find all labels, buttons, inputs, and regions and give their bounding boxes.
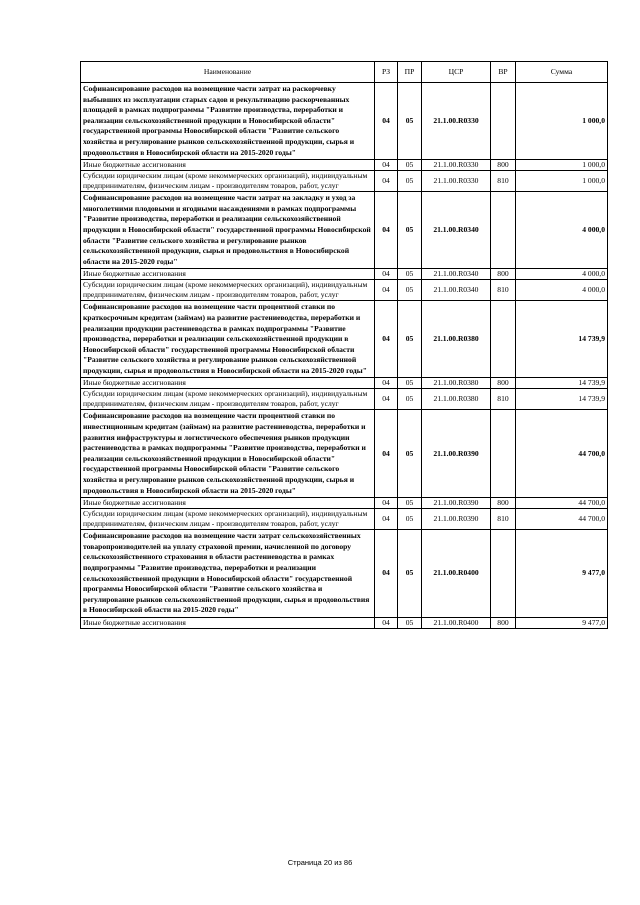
table-row-program — [81, 530, 608, 618]
cell-rz: 04 — [375, 617, 398, 628]
cell-vr — [491, 83, 516, 160]
cell-pr: 05 — [398, 410, 422, 498]
cell-rz: 04 — [375, 83, 398, 160]
cell-vr: 810 — [491, 171, 516, 192]
cell-sum: 4 000,0 — [516, 280, 608, 301]
cell-name: Субсидии юридическим лицам (кроме некоммерческих организаций), индивидуальным предпринимателям, физическим лицам - производителям товаров, работ, услуг — [81, 171, 375, 192]
cell-name: Софинансирование расходов на возмещение части процентной ставки по краткосрочным кредитам (займам) на развитие растениеводства, переработки и реализации продукции растениеводства в рамках подпрограммы "Развитие производства, переработки и реализации сельскохозяйственной продукции в Новосибирской области" государственной программы Новосибирской области "Развитие сельского хозяйства и регулирование рынков сельскохозяйственной продукции, сырья и продовольствия в Новосибирской области на 2015-2020 годы" — [81, 301, 375, 378]
table-row-allocation — [81, 280, 608, 301]
table-body — [81, 83, 608, 629]
cell-sum: 14 739,9 — [516, 301, 608, 378]
cell-vr: 800 — [491, 617, 516, 628]
table-row-allocation — [81, 378, 608, 389]
cell-rz: 04 — [375, 269, 398, 280]
budget-table — [80, 61, 608, 629]
cell-name: Софинансирование расходов на возмещение части затрат на закладку и уход за многолетними плодовыми и ягодными насаждениями в рамках подпрограммы "Развитие производства, переработки и реализации сельскохозяйственной продукции в Новосибирской области" государственной программы Новосибирской области "Развитие сельского хозяйства и регулирование рынков сельскохозяйственной продукции, сырья и продовольствия в Новосибирской области на 2015-2020 годы" — [81, 192, 375, 269]
cell-vr — [491, 410, 516, 498]
table-row-program — [81, 192, 608, 269]
page-number: Страница 20 из 86 — [287, 858, 353, 867]
cell-vr — [491, 301, 516, 378]
header-rz: РЗ — [375, 62, 398, 83]
cell-pr: 05 — [398, 498, 422, 509]
cell-name: Субсидии юридическим лицам (кроме некоммерческих организаций), индивидуальным предпринимателям, физическим лицам - производителям товаров, работ, услуг — [81, 280, 375, 301]
cell-vr — [491, 192, 516, 269]
cell-rz: 04 — [375, 301, 398, 378]
cell-sum: 4 000,0 — [516, 192, 608, 269]
cell-name: Иные бюджетные ассигнования — [81, 617, 375, 628]
table-header-row — [81, 62, 608, 83]
table-row-allocation — [81, 509, 608, 530]
cell-name: Иные бюджетные ассигнования — [81, 498, 375, 509]
cell-name: Софинансирование расходов на возмещение части затрат на раскорчевку выбывших из эксплуатации старых садов и рекультивацию раскорчеванных площадей в рамках подпрограммы "Развитие производства, переработки и реализации сельскохозяйственной продукции в Новосибирской области" государственной программы Новосибирской области "Развитие сельского хозяйства и регулирование рынков сельскохозяйственной продукции, сырья и продовольствия в Новосибирской области на 2015-2020 годы" — [81, 83, 375, 160]
cell-sum: 14 739,9 — [516, 389, 608, 410]
cell-csr: 21.1.00.R0400 — [422, 530, 491, 618]
cell-name: Иные бюджетные ассигнования — [81, 160, 375, 171]
cell-csr: 21.1.00.R0340 — [422, 192, 491, 269]
cell-sum: 1 000,0 — [516, 171, 608, 192]
cell-sum: 4 000,0 — [516, 269, 608, 280]
cell-sum: 44 700,0 — [516, 498, 608, 509]
header-name: Наименование — [81, 62, 375, 83]
cell-name: Иные бюджетные ассигнования — [81, 378, 375, 389]
table-row-allocation — [81, 171, 608, 192]
cell-name: Софинансирование расходов на возмещение части процентной ставки по инвестиционным кредитам (займам) на развитие растениеводства, переработки и развития инфраструктуры и логистического обеспечения рынков продукции растениеводства в рамках подпрограммы "Развитие производства, переработки и реализации сельскохозяйственной продукции в Новосибирской области" государственной программы Новосибирской области "Развитие сельского хозяйства и регулирование рынков сельскохозяйственной продукции, сырья и продовольствия в Новосибирской области на 2015-2020 годы" — [81, 410, 375, 498]
cell-rz: 04 — [375, 530, 398, 618]
cell-rz: 04 — [375, 410, 398, 498]
cell-sum: 9 477,0 — [516, 617, 608, 628]
cell-csr: 21.1.00.R0330 — [422, 160, 491, 171]
cell-vr: 800 — [491, 498, 516, 509]
cell-name: Субсидии юридическим лицам (кроме некоммерческих организаций), индивидуальным предпринимателям, физическим лицам - производителям товаров, работ, услуг — [81, 389, 375, 410]
header-pr: ПР — [398, 62, 422, 83]
table-row-allocation — [81, 160, 608, 171]
table-row-program — [81, 410, 608, 498]
cell-rz: 04 — [375, 280, 398, 301]
cell-pr: 05 — [398, 389, 422, 410]
table-row-allocation — [81, 269, 608, 280]
cell-vr: 810 — [491, 509, 516, 530]
cell-sum: 44 700,0 — [516, 410, 608, 498]
cell-pr: 05 — [398, 280, 422, 301]
cell-rz: 04 — [375, 509, 398, 530]
cell-rz: 04 — [375, 160, 398, 171]
table-row-allocation — [81, 498, 608, 509]
cell-sum: 14 739,9 — [516, 378, 608, 389]
cell-pr: 05 — [398, 269, 422, 280]
cell-csr: 21.1.00.R0330 — [422, 83, 491, 160]
cell-vr — [491, 530, 516, 618]
cell-vr: 800 — [491, 269, 516, 280]
cell-name: Софинансирование расходов на возмещение части затрат сельскохозяйственных товаропроизводителей на уплату страховой премии, начисленной по договору сельскохозяйственного страхования в области растениеводства в рамках подпрограммы "Развитие производства, переработки и реализации сельскохозяйственной продукции в Новосибирской области" государственной программы Новосибирской области "Развитие сельского хозяйства и регулирование рынков сельскохозяйственной продукции, сырья и продовольствия в Новосибирской области на 2015-2020 годы" — [81, 530, 375, 618]
cell-sum: 9 477,0 — [516, 530, 608, 618]
cell-csr: 21.1.00.R0400 — [422, 617, 491, 628]
cell-vr: 800 — [491, 160, 516, 171]
header-vr: ВР — [491, 62, 516, 83]
cell-pr: 05 — [398, 160, 422, 171]
cell-name: Субсидии юридическим лицам (кроме некоммерческих организаций), индивидуальным предпринимателям, физическим лицам - производителям товаров, работ, услуг — [81, 509, 375, 530]
cell-pr: 05 — [398, 617, 422, 628]
cell-pr: 05 — [398, 171, 422, 192]
table-row-program — [81, 301, 608, 378]
cell-csr: 21.1.00.R0380 — [422, 378, 491, 389]
cell-rz: 04 — [375, 389, 398, 410]
table-row-allocation — [81, 389, 608, 410]
cell-csr: 21.1.00.R0340 — [422, 269, 491, 280]
cell-sum: 1 000,0 — [516, 160, 608, 171]
cell-pr: 05 — [398, 301, 422, 378]
header-csr: ЦСР — [422, 62, 491, 83]
cell-csr: 21.1.00.R0380 — [422, 301, 491, 378]
cell-pr: 05 — [398, 83, 422, 160]
cell-csr: 21.1.00.R0390 — [422, 498, 491, 509]
cell-csr: 21.1.00.R0340 — [422, 280, 491, 301]
cell-vr: 810 — [491, 280, 516, 301]
cell-vr: 800 — [491, 378, 516, 389]
cell-sum: 1 000,0 — [516, 83, 608, 160]
cell-pr: 05 — [398, 530, 422, 618]
cell-rz: 04 — [375, 498, 398, 509]
cell-pr: 05 — [398, 378, 422, 389]
cell-name: Иные бюджетные ассигнования — [81, 269, 375, 280]
cell-pr: 05 — [398, 192, 422, 269]
cell-rz: 04 — [375, 192, 398, 269]
cell-rz: 04 — [375, 171, 398, 192]
cell-rz: 04 — [375, 378, 398, 389]
cell-csr: 21.1.00.R0380 — [422, 389, 491, 410]
cell-vr: 810 — [491, 389, 516, 410]
cell-pr: 05 — [398, 509, 422, 530]
header-sum: Сумма — [516, 62, 608, 83]
cell-csr: 21.1.00.R0330 — [422, 171, 491, 192]
table-row-allocation — [81, 617, 608, 628]
cell-csr: 21.1.00.R0390 — [422, 410, 491, 498]
cell-csr: 21.1.00.R0390 — [422, 509, 491, 530]
table-row-program — [81, 83, 608, 160]
cell-sum: 44 700,0 — [516, 509, 608, 530]
